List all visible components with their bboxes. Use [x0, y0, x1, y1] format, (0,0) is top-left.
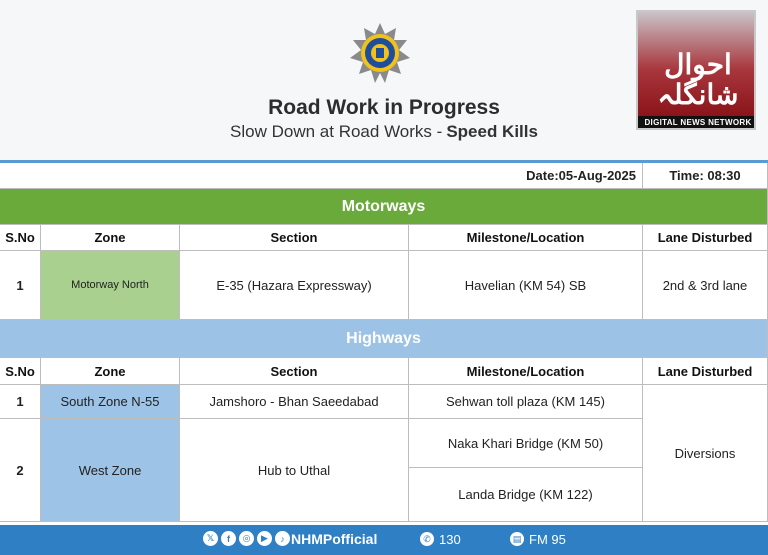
radio-icon: ▤	[510, 532, 524, 546]
phone-icon: ✆	[420, 532, 434, 546]
row-zone: South Zone N-55	[41, 385, 180, 419]
col-header-lane: Lane Disturbed	[643, 358, 768, 385]
logo-urdu-text: احوال شانگلہ	[657, 48, 739, 111]
date-time-row	[0, 163, 768, 189]
table-row	[0, 251, 768, 320]
highways-band: Highways	[0, 320, 768, 358]
road-work-table	[0, 160, 768, 525]
radio-frequency: FM 95	[529, 532, 566, 547]
col-header-sno: S.No	[0, 225, 41, 251]
helpline-number: 130	[439, 532, 461, 547]
page-title: Road Work in Progress	[268, 96, 500, 119]
social-handle[interactable]: NHMPofficial	[291, 531, 378, 547]
subtitle-emphasis: Speed Kills	[446, 122, 538, 141]
instagram-icon[interactable]: ◎	[239, 531, 254, 546]
col-header-section: Section	[180, 358, 409, 385]
motorways-band: Motorways	[0, 189, 768, 225]
col-header-section: Section	[180, 225, 409, 251]
col-header-milestone: Milestone/Location	[409, 225, 643, 251]
col-header-milestone: Milestone/Location	[409, 358, 643, 385]
row-section: Hub to Uthal	[180, 419, 409, 522]
row-sno: 1	[0, 385, 41, 419]
row-sno: 2	[0, 419, 41, 522]
logo-caption: DIGITAL NEWS NETWORK	[638, 116, 756, 130]
time-label: Time: 08:30	[643, 163, 768, 189]
news-network-logo	[636, 10, 756, 130]
col-header-sno: S.No	[0, 358, 41, 385]
subtitle-text: Slow Down at Road Works -	[230, 122, 443, 141]
social-icons	[203, 531, 290, 546]
highways-header-row	[0, 358, 768, 385]
row-section: E-35 (Hazara Expressway)	[180, 251, 409, 320]
row-milestone: Havelian (KM 54) SB	[409, 251, 643, 320]
row-section: Jamshoro - Bhan Saeedabad	[180, 385, 409, 419]
police-emblem-icon	[349, 22, 411, 84]
footer-bar	[0, 525, 768, 555]
row-lane-merged: Diversions	[643, 385, 768, 522]
page-header	[0, 0, 768, 160]
row-sno: 1	[0, 251, 41, 320]
row-milestone: Naka Khari Bridge (KM 50)	[409, 419, 643, 468]
tiktok-icon[interactable]: ♪	[275, 531, 290, 546]
x-icon[interactable]: 𝕏	[203, 531, 218, 546]
col-header-zone: Zone	[41, 225, 180, 251]
row-zone: Motorway North	[41, 251, 180, 320]
date-label: Date:05-Aug-2025	[0, 163, 643, 189]
row-zone: West Zone	[41, 419, 180, 522]
row-lane: 2nd & 3rd lane	[643, 251, 768, 320]
col-header-lane: Lane Disturbed	[643, 225, 768, 251]
facebook-icon[interactable]: f	[221, 531, 236, 546]
row-milestone: Landa Bridge (KM 122)	[409, 468, 643, 522]
motorways-header-row	[0, 225, 768, 251]
youtube-icon[interactable]: ▶	[257, 531, 272, 546]
col-header-zone: Zone	[41, 358, 180, 385]
row-milestone: Sehwan toll plaza (KM 145)	[409, 385, 643, 419]
